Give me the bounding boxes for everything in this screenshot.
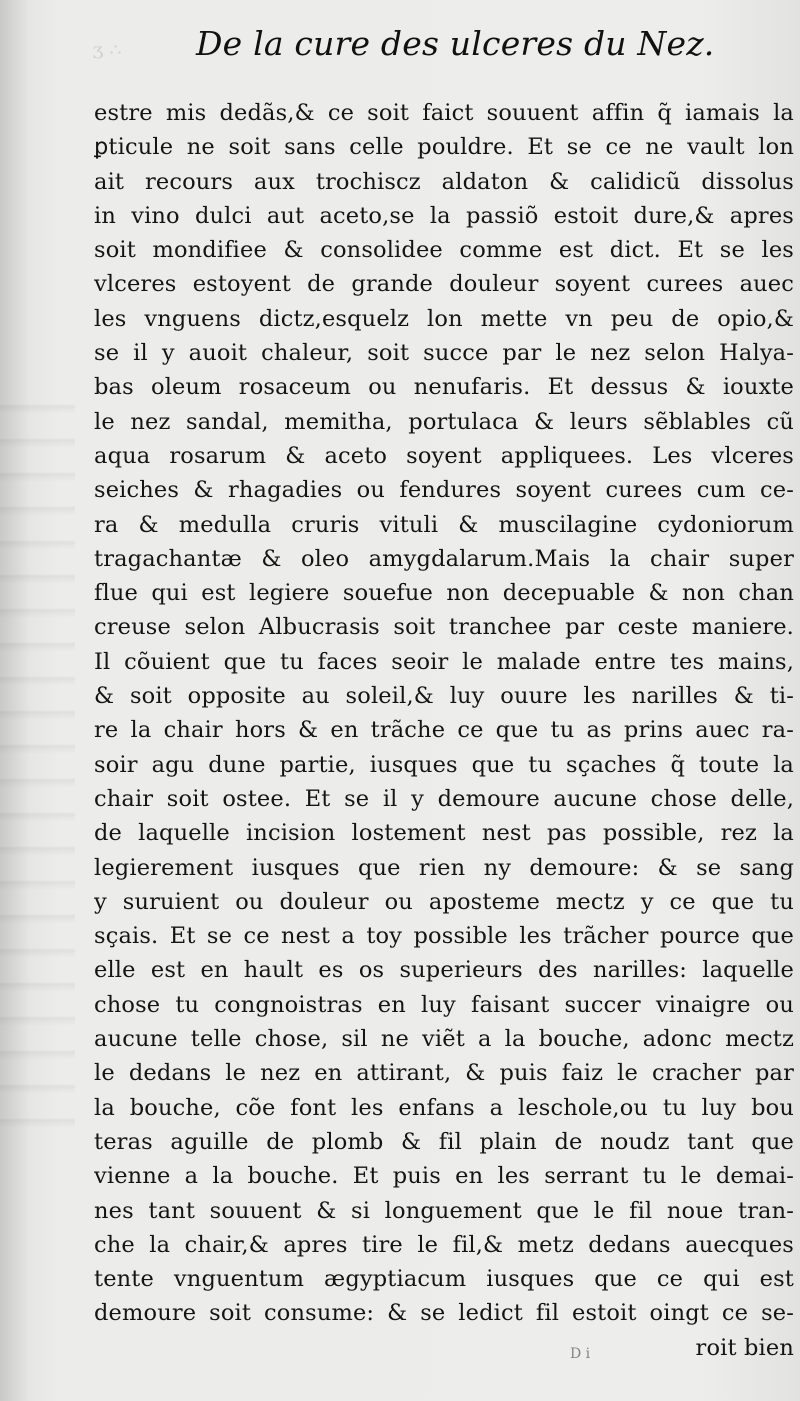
text-line: creuse selon Albucrasis soit tranchee par ceste maniere.: [94, 614, 794, 641]
text-line: vienne a la bouche. Et puis en les serrant tu le demai-: [94, 1163, 794, 1190]
text-line: les vnguens dictz,esquelz lon mette vn peu de opio,&: [94, 305, 794, 332]
text-line: chose tu congnoistras en luy faisant succer vinaigre ou: [94, 991, 794, 1018]
text-line: nes tant souuent & si longuement que le fil noue tran-: [94, 1197, 794, 1224]
text-line: bas oleum rosaceum ou nenufaris. Et dessus & iouxte: [94, 374, 794, 401]
show-through-bleed: [0, 380, 75, 1140]
text-line: se il y auoit chaleur, soit succe par le nez selon Halya-: [94, 340, 794, 367]
body-text: [94, 96, 794, 1365]
text-line: vlceres estoyent de grande douleur soyent curees auec: [94, 271, 794, 298]
text-line: & soit opposite au soleil,& luy ouure les narilles & ti-: [94, 683, 794, 710]
text-line: chair soit ostee. Et se il y demoure aucune chose delle,: [94, 785, 794, 812]
text-line: aqua rosarum & aceto soyent appliquees. Les vlceres: [94, 442, 794, 469]
catchword: roit bien: [695, 1334, 794, 1361]
text-line: legierement iusques que rien ny demoure: & se sang: [94, 854, 794, 881]
text-line: sçais. Et se ce nest a toy possible les trãcher pource que: [94, 923, 794, 950]
signature-mark: D i: [570, 1346, 591, 1362]
text-line: demoure soit consume: & se ledict fil estoit oingt ce se-: [94, 1300, 794, 1327]
text-line: soir agu dune partie, iusques que tu sçaches q̃ toute la: [94, 751, 794, 778]
text-line: ra & medulla cruris vituli & muscilagine cydoniorum: [94, 511, 794, 538]
text-line: elle est en hault es os superieurs des narilles: laquelle: [94, 957, 794, 984]
text-line: re la chair hors & en trãche ce que tu as prins auec ra-: [94, 717, 794, 744]
text-line: le dedans le nez en attirant, & puis faiz le cracher par: [94, 1060, 794, 1087]
text-line: y suruient ou douleur ou aposteme mectz y ce que tu: [94, 888, 794, 915]
text-line: aucune telle chose, sil ne viẽt a la bouche, adonc mectz: [94, 1026, 794, 1053]
text-line: in vino dulci aut aceto,se la passiõ estoit dure,& apres: [94, 202, 794, 229]
running-head: De la cure des ulceres du Nez.: [196, 24, 715, 63]
text-line: le nez sandal, memitha, portulaca & leurs sẽblables cũ: [94, 408, 794, 435]
text-line: estre mis dedãs,& ce soit faict souuent affin q̃ iamais la: [94, 100, 794, 126]
text-line: ait recours aux trochiscz aldaton & calidicũ dissolus: [94, 168, 794, 195]
text-line: flue qui est legiere souefue non decepuable & non chan: [94, 580, 794, 607]
text-line: ꝑticule ne soit sans celle pouldre. Et se ce ne vault lon: [94, 134, 794, 161]
text-line: tente vnguentum ægyptiacum iusques que ce qui est: [94, 1266, 794, 1293]
text-line: seiches & rhagadies ou fendures soyent curees cum ce-: [94, 477, 794, 504]
text-line: teras aguille de plomb & fil plain de noudz tant que: [94, 1128, 794, 1155]
text-line: Il cõuient que tu faces seoir le malade entre tes mains,: [94, 648, 794, 675]
faint-corner-mark: ʒ ∴: [92, 40, 122, 59]
text-line: la bouche, cõe font les enfans a leschole,ou tu luy bou: [94, 1094, 794, 1121]
text-line: de laquelle incision lostement nest pas possible, rez la: [94, 820, 794, 847]
text-line: che la chair,& apres tire le fil,& metz dedans auecques: [94, 1231, 794, 1258]
text-line: tragachantæ & oleo amygdalarum.Mais la chair super: [94, 545, 794, 572]
text-line: soit mondifiee & consolidee comme est dict. Et se les: [94, 237, 794, 264]
